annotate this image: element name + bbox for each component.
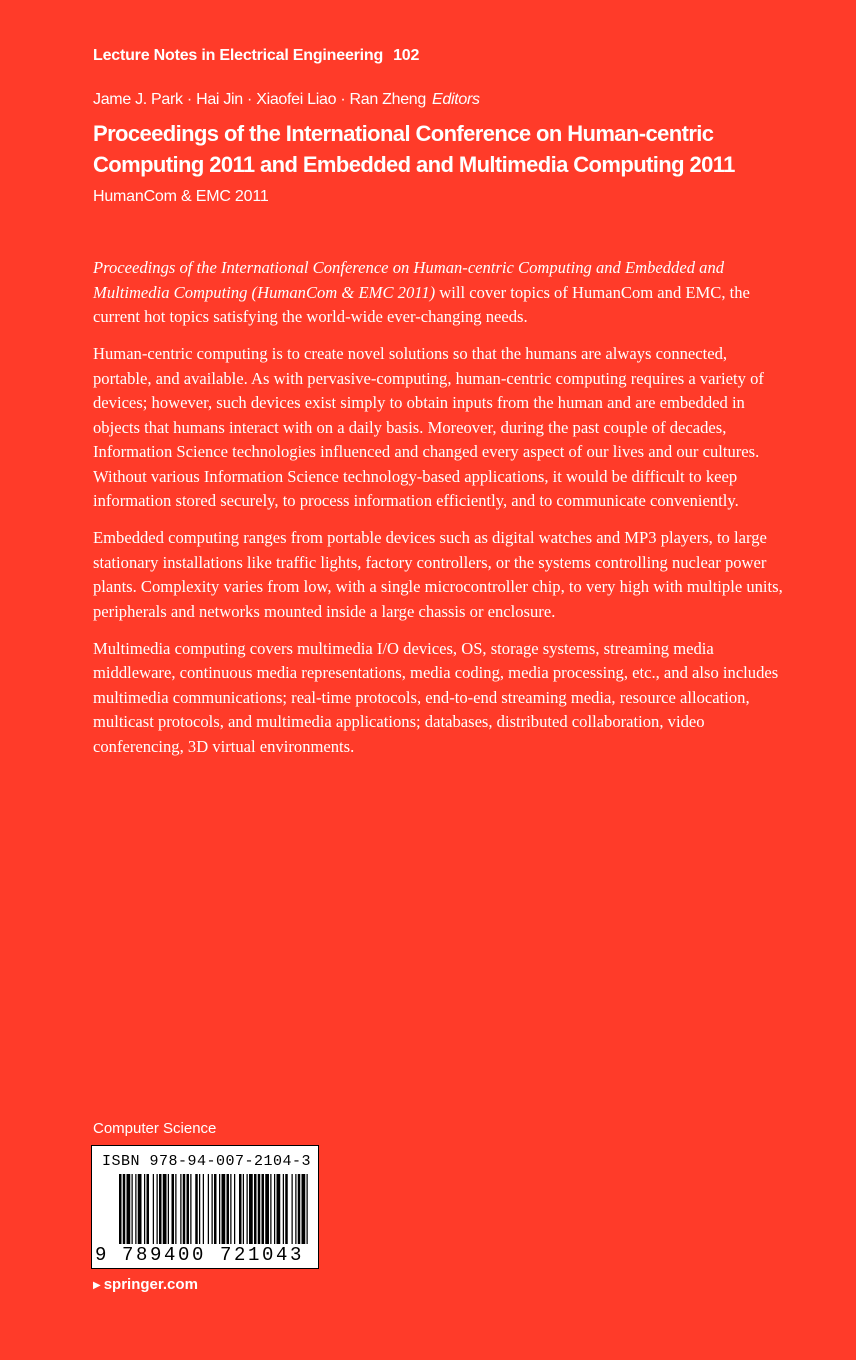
barcode-bar [265, 1174, 269, 1244]
barcode-bar [277, 1174, 281, 1244]
barcode-bar [195, 1174, 198, 1244]
barcode-bar [258, 1174, 261, 1244]
barcode-bar [119, 1174, 122, 1244]
barcode-bar [153, 1174, 154, 1244]
barcode-bar [222, 1174, 226, 1244]
barcode-bar [199, 1174, 200, 1244]
barcode-bar [172, 1174, 175, 1244]
barcode-bar [132, 1174, 133, 1244]
book-subtitle: HumanCom & EMC 2011 [93, 188, 269, 205]
blurb-paragraph-3: Embedded computing ranges from portable devices such as digital watches and MP3 players, to large stationary installations like traffic lights, factory controllers, or the systems controlling nuclear power plants. Complexity varies from low, with a single microcontroller chip, to very high with multiple units, peripherals and networks mounted inside a large chassis or enclosure. [93, 528, 783, 621]
barcode-bar [187, 1174, 190, 1244]
barcode-bar [249, 1174, 253, 1244]
barcode-bar [254, 1174, 257, 1244]
barcode-bar [135, 1174, 136, 1244]
barcode-digits: 789400 721043 [122, 1244, 305, 1266]
barcode-bar [274, 1174, 275, 1244]
barcode-bar [159, 1174, 162, 1244]
barcode-bar [234, 1174, 235, 1244]
barcode-bar [190, 1174, 191, 1244]
barcode-box [91, 1145, 319, 1269]
barcode-bar [247, 1174, 248, 1244]
barcode-digit-first: 9 [95, 1244, 107, 1266]
blurb-paragraph-4: Multimedia computing covers multimedia I/O devices, OS, storage systems, streaming media middleware, continuous media representations, media coding, media processing, etc., and also includes multimedia communications; real-time protocols, end-to-end streaming media, resource allocation, multicast protocols, and multimedia applications; databases, distributed collaboration, video conferencing, 3D virtual environments. [93, 638, 779, 756]
barcode-bar [180, 1174, 181, 1244]
barcode-bar [127, 1174, 131, 1244]
barcode-bar [292, 1174, 293, 1244]
barcode-bar [214, 1174, 217, 1244]
series-volume: 102 [393, 47, 420, 64]
barcode-bar [208, 1174, 209, 1244]
barcode-bar [219, 1174, 220, 1244]
barcode-bar [168, 1174, 169, 1244]
isbn-label: ISBN 978-94-007-2104-3 [102, 1153, 312, 1170]
blurb-paragraph-2: Human-centric computing is to create novel solutions so that the humans are always connected, portable, and available. As with pervasive-computing, human-centric computing requires a variety of devices; however, such devices exist simply to obtain inputs from the human and are embedded in objects that humans interact with on a daily basis. Moreover, during the past couple of decades, Information Science technologies influenced and changed every aspect of our lives and our cultures. Without various Information Science technology-based applications, it would be difficult to keep information stored securely, to process information efficiently, and to communicate conveniently. [93, 344, 764, 510]
barcode-bar [239, 1174, 242, 1244]
barcode-bar [243, 1174, 244, 1244]
barcode-bar [295, 1174, 296, 1244]
blurb [93, 256, 787, 772]
barcode-bar [212, 1174, 213, 1244]
barcode-bar [230, 1174, 231, 1244]
barcode-bar [227, 1174, 230, 1244]
barcode-bar [302, 1174, 306, 1244]
barcode-bar [144, 1174, 145, 1244]
barcode-bar [163, 1174, 167, 1244]
barcode-bar [283, 1174, 284, 1244]
barcode-bar [285, 1174, 288, 1244]
barcode-bar [270, 1174, 271, 1244]
play-arrow-icon: ▶ [93, 1280, 101, 1291]
editors-role: Editors [432, 91, 480, 108]
barcode-bar [147, 1174, 150, 1244]
barcode-bar [307, 1174, 308, 1244]
blurb-paragraph-1-italic: Proceedings of the International Conference on Human-centric Computing and Embedded and Multimedia Computing (HumanCom & EMC 2011) [93, 258, 725, 302]
publisher-link[interactable] [93, 1276, 198, 1293]
blurb-paragraph-1-rest: will cover topics of HumanCom and EMC, the current hot topics satisfying the world-wide ever-changing needs. [93, 282, 750, 326]
editors-line [93, 91, 480, 109]
barcode-bar [157, 1174, 158, 1244]
barcode-bar [183, 1174, 186, 1244]
barcode-bar [262, 1174, 265, 1244]
barcode-bar [203, 1174, 204, 1244]
series-line [93, 47, 419, 65]
book-title: Proceedings of the International Conference on Human-centric Computing 2011 and Embedded and Multimedia Computing 2011 [93, 121, 735, 177]
subject-category: Computer Science [93, 1120, 217, 1137]
barcode-bar [298, 1174, 301, 1244]
blurb-paragraph-1 [93, 256, 787, 330]
series-name: Lecture Notes in Electrical Engineering [93, 47, 384, 64]
barcode-bar [175, 1174, 176, 1244]
publisher-url[interactable]: springer.com [103, 1276, 198, 1293]
editor-names: Jame J. Park · Hai Jin · Xiaofei Liao · Ran Zheng [93, 91, 427, 108]
barcode-bar [138, 1174, 142, 1244]
barcode-bar [123, 1174, 126, 1244]
